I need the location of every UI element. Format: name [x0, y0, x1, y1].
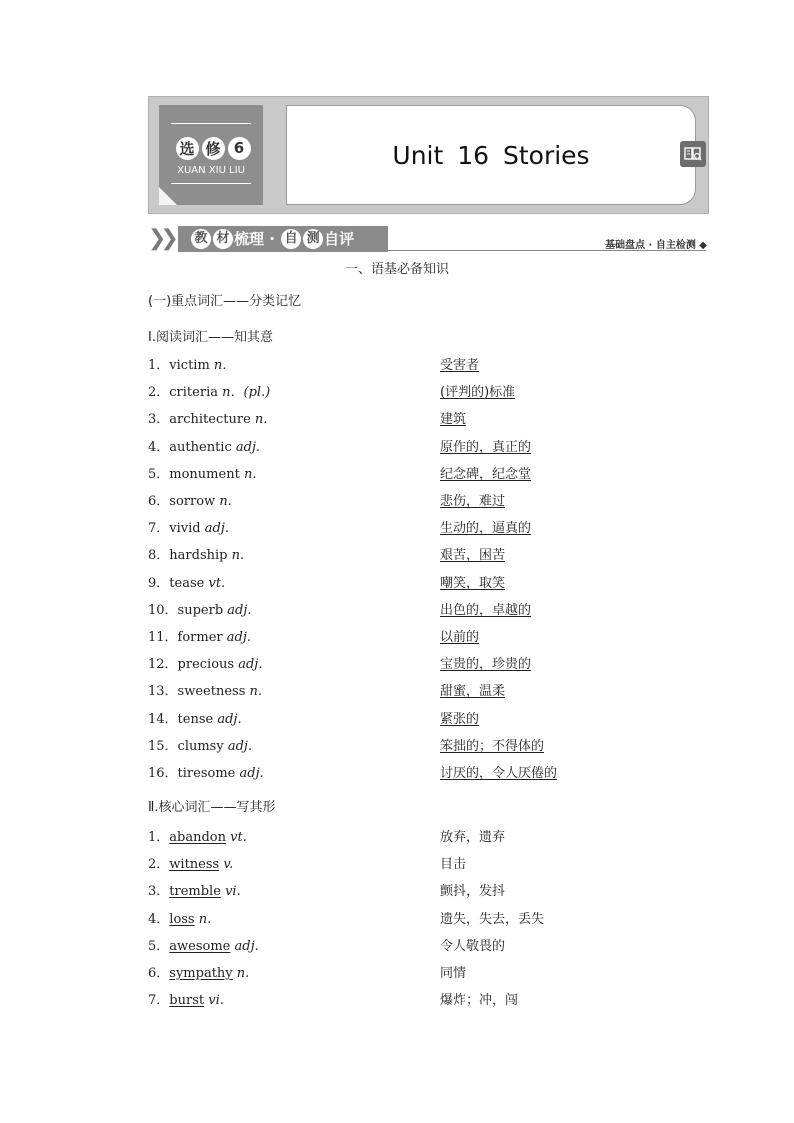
vocab-word: vivid	[169, 521, 201, 537]
badge-char: 选	[176, 137, 199, 160]
vocab-word: sympathy	[169, 966, 233, 981]
book-search-icon-glyph	[684, 146, 702, 162]
vocab-row	[148, 964, 648, 984]
vocab-number: 14．	[148, 711, 178, 727]
vocab-row	[148, 910, 648, 930]
vocab-word: precious	[177, 657, 235, 673]
vocab-term	[148, 438, 260, 458]
vocab-word: witness	[169, 857, 220, 873]
vocab-pos: adj.	[234, 938, 259, 954]
section-tab-text: 梳理 ·	[234, 230, 281, 248]
vocab-row	[148, 764, 648, 784]
vocab-meaning: 纪念碑，纪念堂	[440, 466, 532, 482]
vocab-row	[148, 519, 648, 539]
vocab-row	[148, 410, 648, 430]
vocab-term	[148, 601, 252, 621]
vocab-row	[148, 882, 648, 902]
vocab-number: 7．	[148, 993, 170, 1009]
vocab-term	[148, 855, 233, 875]
vocab-pos: adj.	[204, 521, 229, 537]
vocab-word: architecture	[169, 412, 251, 428]
vocab-meaning: 悲伤，难过	[440, 494, 506, 509]
vocab-pos: adj.	[227, 602, 252, 618]
vocab-row	[148, 574, 648, 594]
vocab-number: 6．	[148, 966, 170, 981]
vocab-word: sweetness	[177, 684, 246, 700]
vocab-meaning: 生动的，逼真的	[440, 521, 532, 537]
vocab-pos: n.	[243, 466, 257, 482]
vocab-term	[148, 410, 267, 430]
vocab-pos: n.	[236, 966, 250, 981]
vocab-term	[148, 882, 241, 902]
vocab-term	[148, 492, 232, 512]
vocab-term	[148, 519, 229, 539]
part1-heading: Ⅰ.阅读词汇——知其意	[148, 330, 273, 345]
vocab-word: clumsy	[177, 738, 224, 754]
vocab-word: abandon	[169, 830, 226, 845]
vocab-meaning: 艰苦，困苦	[440, 548, 506, 564]
vocab-meaning: 甜蜜，温柔	[440, 684, 506, 700]
vocab-word: hardship	[169, 548, 228, 564]
vocab-number: 12．	[148, 657, 178, 673]
vocab-term	[148, 737, 252, 757]
group-heading: (一)重点词汇——分类记忆	[148, 294, 302, 309]
vocab-term	[148, 764, 264, 784]
vocab-row	[148, 465, 648, 485]
vocab-meaning: 建筑	[440, 412, 467, 428]
vocab-meaning: 笨拙的；不得体的	[440, 738, 545, 754]
vocab-term	[148, 682, 262, 702]
vocab-term	[148, 937, 259, 957]
vocab-term	[148, 964, 249, 984]
vocab-number: 1．	[148, 830, 170, 845]
vocab-meaning: 目击	[440, 857, 467, 873]
book-search-icon[interactable]	[680, 141, 706, 167]
vocab-word: tiresome	[177, 766, 236, 781]
vocab-word: sorrow	[169, 494, 216, 509]
vocab-row	[148, 383, 648, 403]
vocab-meaning: (评判的)标准	[440, 385, 516, 401]
vocab-pos: vt.	[208, 575, 226, 591]
vocab-meaning: 紧张的	[440, 711, 480, 727]
vocab-number: 4．	[148, 439, 170, 455]
part2-heading: Ⅱ.核心词汇——写其形	[148, 800, 276, 815]
unit-title: Unit 16 Stories	[392, 140, 590, 170]
vocab-row	[148, 628, 648, 648]
main-heading: 一、语基必备知识	[344, 262, 449, 277]
vocab-meaning: 同情	[440, 966, 467, 981]
section-tab-text: 自评	[324, 230, 355, 248]
vocab-pos: n.	[231, 548, 245, 564]
vocab-number: 8．	[148, 548, 170, 564]
vocab-word: monument	[169, 466, 240, 482]
vocab-meaning: 爆炸；冲，闯	[440, 993, 519, 1009]
vocab-row	[148, 356, 648, 376]
vocab-term	[148, 628, 251, 648]
elective-badge	[159, 105, 263, 205]
unit-banner	[148, 96, 709, 214]
section-tab-char: 测	[303, 229, 323, 249]
vocab-row	[148, 682, 648, 702]
vocab-meaning: 令人敬畏的	[440, 938, 506, 954]
vocab-pos: vt.	[230, 830, 247, 845]
vocab-number: 5．	[148, 938, 170, 954]
vocab-meaning: 宝贵的，珍贵的	[440, 657, 532, 673]
vocab-word: victim	[169, 358, 210, 373]
vocab-number: 5．	[148, 466, 170, 482]
vocab-pos: n．(pl.)	[222, 385, 271, 401]
vocab-word: tremble	[169, 884, 221, 900]
vocab-number: 1．	[148, 358, 170, 373]
vocab-meaning: 讨厌的，令人厌倦的	[440, 766, 558, 781]
vocab-number: 6．	[148, 494, 170, 509]
badge-char: 6	[228, 137, 251, 160]
vocab-word: authentic	[169, 439, 232, 455]
vocab-pos: v.	[223, 857, 234, 873]
vocab-word: awesome	[169, 938, 231, 954]
vocab-number: 16．	[148, 766, 178, 781]
vocab-meaning: 受害者	[440, 358, 480, 373]
vocab-pos: adj.	[239, 766, 264, 781]
vocab-row	[148, 438, 648, 458]
vocab-word: burst	[169, 993, 205, 1009]
vocab-number: 10．	[148, 602, 178, 618]
badge-divider	[171, 123, 251, 124]
vocab-term	[148, 574, 225, 594]
badge-fold-corner	[159, 187, 177, 205]
vocab-word: tease	[169, 575, 205, 591]
vocab-meaning: 放弃，遗弃	[440, 830, 506, 845]
vocab-row	[148, 828, 648, 848]
vocab-meaning: 原作的，真正的	[440, 439, 532, 455]
vocab-number: 2．	[148, 857, 170, 873]
section-header-bar	[148, 226, 709, 252]
vocab-pos: n.	[254, 412, 268, 428]
vocab-row	[148, 991, 648, 1011]
vocab-term	[148, 655, 262, 675]
chevron-right-icon: ❯❯	[148, 226, 173, 251]
vocab-term	[148, 465, 256, 485]
vocab-number: 4．	[148, 911, 170, 927]
vocab-row	[148, 601, 648, 621]
vocab-word: tense	[177, 711, 214, 727]
vocab-number: 7．	[148, 521, 170, 537]
vocab-word: superb	[177, 602, 224, 618]
vocab-row	[148, 855, 648, 875]
vocab-pos: adj.	[238, 657, 263, 673]
vocab-pos: n.	[249, 684, 263, 700]
badge-divider	[171, 183, 251, 184]
vocab-term	[148, 383, 270, 403]
vocab-row	[148, 655, 648, 675]
vocab-row	[148, 546, 648, 566]
badge-title	[173, 135, 253, 161]
vocab-number: 3．	[148, 884, 170, 900]
badge-char: 修	[202, 137, 225, 160]
vocab-pos: n.	[219, 494, 232, 509]
section-subtitle: 基础盘点 · 自主检测 ◆	[605, 240, 707, 251]
vocab-pos: adj.	[235, 439, 261, 455]
vocab-row	[148, 710, 648, 730]
vocab-meaning: 以前的	[440, 630, 480, 645]
vocab-word: loss	[169, 911, 195, 927]
vocab-number: 13．	[148, 684, 178, 700]
vocab-term	[148, 828, 247, 848]
vocab-term	[148, 710, 242, 730]
badge-subtitle: XUAN XIU LIU	[177, 165, 245, 176]
vocab-pos: adj.	[217, 711, 242, 727]
vocab-row	[148, 492, 648, 512]
vocab-pos: vi.	[225, 884, 241, 900]
vocab-pos: n．	[213, 358, 236, 373]
section-tab	[178, 226, 388, 252]
vocab-number: 9．	[148, 575, 170, 591]
vocab-word: former	[177, 630, 223, 645]
vocab-term	[148, 991, 224, 1011]
section-tab-char: 教	[191, 229, 211, 249]
vocab-meaning: 嘲笑，取笑	[440, 575, 506, 591]
vocab-pos: adj.	[226, 630, 252, 645]
vocab-row	[148, 737, 648, 757]
vocab-meaning: 出色的，卓越的	[440, 602, 532, 618]
vocab-pos: adj.	[227, 738, 253, 754]
vocab-term	[148, 910, 211, 930]
vocab-pos: vi.	[208, 993, 224, 1009]
vocab-term	[148, 546, 244, 566]
vocab-number: 3．	[148, 412, 170, 428]
vocab-pos: n.	[198, 911, 212, 927]
vocab-number: 2．	[148, 385, 170, 401]
vocab-word: criteria	[169, 385, 218, 401]
unit-title-box	[286, 105, 696, 205]
section-tab-char: 材	[213, 229, 233, 249]
vocab-row	[148, 937, 648, 957]
vocab-meaning: 颤抖，发抖	[440, 884, 506, 900]
vocab-number: 15．	[148, 738, 178, 754]
vocab-meaning: 遗失，失去，丢失	[440, 911, 545, 927]
vocab-number: 11．	[148, 630, 178, 645]
section-tab-char: 自	[281, 229, 301, 249]
vocab-term	[148, 356, 235, 376]
